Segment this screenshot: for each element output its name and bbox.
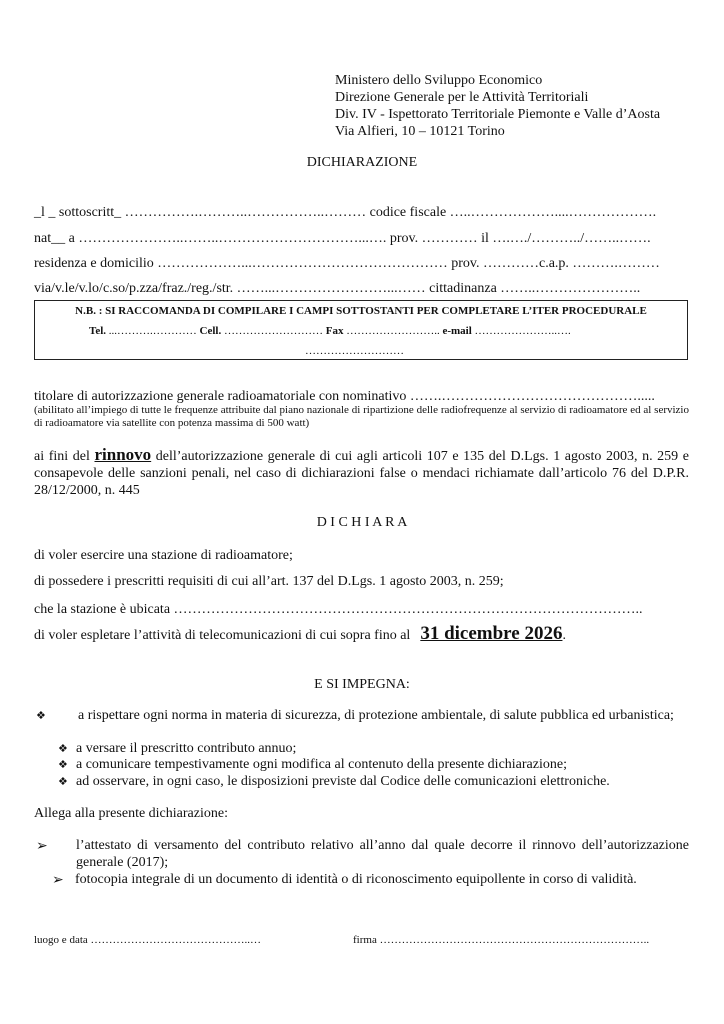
dichiara-title: D I C H I A R A <box>316 515 408 530</box>
impegna-item-4: ad osservare, in ogni caso, le disposizioni previste dal Codice delle comunicazioni elettroniche. <box>76 774 610 789</box>
diamond-bullet-icon: ❖ <box>58 742 68 755</box>
impegna-item-2: a versare il prescritto contributo annuo; <box>76 741 297 756</box>
impegna-item-1: a rispettare ogni norma in materia di sicurezza, di protezione ambientale, di salute pubblica ed urbanistica; <box>78 708 674 723</box>
email-label: e-mail <box>442 325 472 337</box>
rinnovo-word: rinnovo <box>94 445 152 464</box>
arrow-bullet-icon: ➢ <box>36 838 48 854</box>
cell-label: Cell. <box>199 325 222 337</box>
address-line-1: Ministero dello Sviluppo Economico <box>335 73 543 88</box>
dichiara-item-4: di voler espletare l’attività di telecomunicazioni di cui sopra fino al 31 dicembre 2026. <box>34 623 566 644</box>
fini-after: dell’autorizzazione generale di cui agli articoli 107 e 135 del D.Lgs. 1 agosto 2003, n. 259 e consapevole delle sanzioni penali, nel caso di dichiarazioni false o mendaci richiamate dall’articolo 76 del D.P.R. 28/12/2000, n. 445 <box>34 449 689 498</box>
tel-field[interactable]: ...……….………… <box>108 325 197 337</box>
fax-label: Fax <box>325 325 344 337</box>
dichiara-item-2: di possedere i prescritti requisiti di cui all’art. 137 del D.Lgs. 1 agosto 2003, n. 259; <box>34 574 504 589</box>
luogo-data-field[interactable]: luogo e data ……………………………………..… <box>34 934 262 946</box>
diamond-bullet-icon: ❖ <box>58 775 68 788</box>
allega-item-2: fotocopia integrale di un documento di identità o di riconoscimento equipollente in corso di validità. <box>75 872 637 887</box>
dichiara-item-1: di voler esercire una stazione di radioamatore; <box>34 548 293 563</box>
diamond-bullet-icon: ❖ <box>58 758 68 771</box>
fax-field[interactable]: …………………….. <box>346 325 440 337</box>
address-line-4: Via Alfieri, 10 – 10121 Torino <box>335 124 505 139</box>
dichiara-item-4-text: di voler espletare l’attività di telecomunicazioni di cui sopra fino al <box>34 628 411 643</box>
email-field[interactable]: …………………..…. <box>474 325 571 337</box>
tel-label: Tel. <box>89 325 107 337</box>
impegna-item-3: a comunicare tempestivamente ogni modifica al contenuto della presente dichiarazione; <box>76 757 567 772</box>
impegna-title: E SI IMPEGNA: <box>314 677 410 692</box>
arrow-bullet-icon: ➢ <box>52 872 64 888</box>
nb-box <box>34 300 688 360</box>
field-residenza[interactable]: residenza e domicilio ………………...…………………………………… prov. …………c.a.p. ……….……… <box>34 256 660 271</box>
firma-field[interactable]: firma ……………………………………………………………….. <box>353 934 650 946</box>
end-date: 31 dicembre 2026 <box>420 623 563 644</box>
field-sottoscritto[interactable]: _l _ sottoscritt_ …………….………..……………..……… codice fiscale …..………………....………………. <box>34 205 657 220</box>
dichiara-item-3[interactable]: che la stazione è ubicata ……………………………………………………………………………………….. <box>34 602 643 617</box>
address-line-3: Div. IV - Ispettorato Territoriale Piemonte e Valle d’Aosta <box>335 107 661 122</box>
nb-extra-field[interactable]: ……………………… <box>305 345 404 357</box>
document-title: DICHIARAZIONE <box>306 155 418 170</box>
diamond-bullet-icon: ❖ <box>36 709 46 722</box>
allega-title: Allega alla presente dichiarazione: <box>34 806 228 821</box>
fini-before: ai fini del <box>34 449 90 464</box>
nb-contacts <box>89 325 571 337</box>
fini-paragraph <box>34 446 689 499</box>
field-via[interactable]: via/v.le/v.lo/c.so/p.zza/fraz./reg./str. ……...……………………...…… cittadinanza ……..………………….. <box>34 281 641 296</box>
allega-item-1: l’attestato di versamento del contributo relativo all’anno dal quale decorre il rinnovo dell’autorizzazione generale (2017); <box>76 838 689 870</box>
address-line-2: Direzione Generale per le Attività Territoriali <box>335 90 589 105</box>
titolare-line[interactable]: titolare di autorizzazione generale radioamatoriale con nominativo …….……………………………………..... <box>34 389 655 404</box>
titolare-note: (abilitato all’impiego di tutte le frequenze attribuite dal piano nazionale di ripartizione delle radiofrequenze al servizio di radioamatore ed al servizio di radioamatore via satellite con potenza massima di 500 watt) <box>34 404 689 429</box>
field-nato-a[interactable]: nat__ a …………………..……..…………………………...…. prov. ………… il ….…./………../……..……. <box>34 231 651 246</box>
nb-text: N.B. : SI RACCOMANDA DI COMPILARE I CAMPI SOTTOSTANTI PER COMPLETARE L’ITER PROCEDURALE <box>75 305 647 317</box>
cell-field[interactable]: ……………………… <box>223 325 323 337</box>
